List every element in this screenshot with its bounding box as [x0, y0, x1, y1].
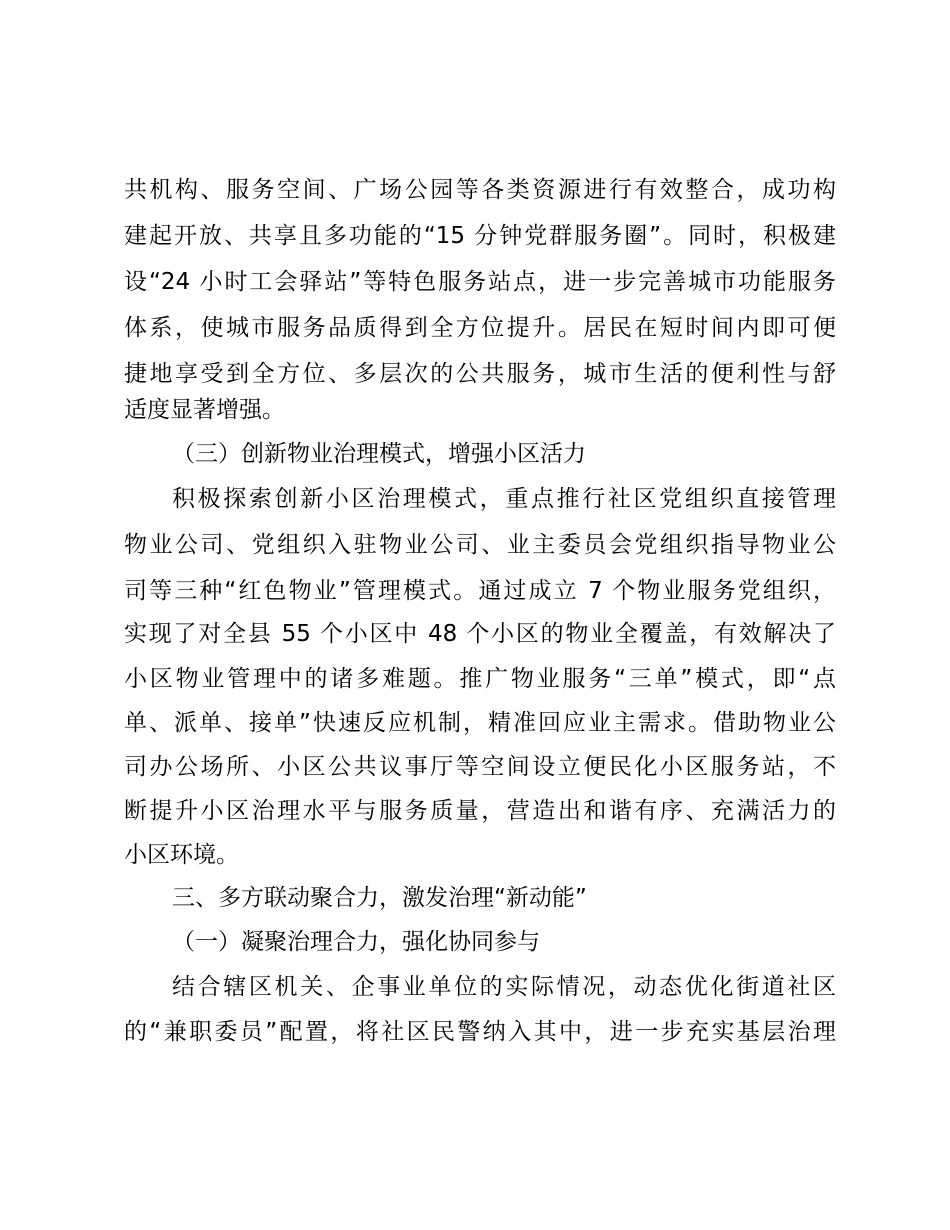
- paragraph-line: 共机构、服务空间、广场公园等各类资源进行有效整合，成功构: [124, 177, 836, 203]
- paragraph-line: 司等三种“红色物业”管理模式。通过成立 7 个物业服务党组织，: [124, 578, 836, 604]
- paragraph-line: 断提升小区治理水平与服务质量，营造出和谐有序、充满活力的: [124, 798, 836, 824]
- paragraph-line: 小区环境。: [124, 842, 239, 868]
- paragraph-line: 单、派单、接单”快速反应机制，精准回应业主需求。借助物业公: [124, 710, 836, 736]
- paragraph-line: 司办公场所、小区公共议事厅等空间设立便民化小区服务站，不: [124, 754, 836, 780]
- paragraph-line: 实现了对全县 55 个小区中 48 个小区的物业全覆盖，有效解决了: [124, 621, 836, 647]
- paragraph-line: 物业公司、党组织入驻物业公司、业主委员会党组织指导物业公: [124, 532, 836, 558]
- paragraph-line: 的“兼职委员”配置，将社区民警纳入其中，进一步充实基层治理: [124, 1019, 836, 1045]
- subsection-heading: （一）凝聚治理合力，强化协同参与: [172, 929, 540, 955]
- paragraph-line: 适度显著增强。: [124, 397, 285, 423]
- paragraph-line: 结合辖区机关、企事业单位的实际情况，动态优化街道社区: [172, 974, 836, 1000]
- paragraph-line: 捷地享受到全方位、多层次的公共服务，城市生活的便利性与舒: [124, 361, 836, 387]
- paragraph-line: 积极探索创新小区治理模式，重点推行社区党组织直接管理: [172, 486, 836, 512]
- paragraph-line: 体系，使城市服务品质得到全方位提升。居民在短时间内即可便: [124, 315, 836, 341]
- paragraph-line: 设“24 小时工会驿站”等特色服务站点，进一步完善城市功能服务: [124, 269, 836, 295]
- section-heading: （三）创新物业治理模式，增强小区活力: [172, 441, 586, 467]
- paragraph-line: 建起开放、共享且多功能的“15 分钟党群服务圈”。同时，积极建: [124, 223, 836, 249]
- paragraph-line: 小区物业管理中的诸多难题。推广物业服务“三单”模式，即“点: [124, 666, 836, 692]
- section-heading: 三、多方联动聚合力，激发治理“新动能”: [172, 885, 587, 911]
